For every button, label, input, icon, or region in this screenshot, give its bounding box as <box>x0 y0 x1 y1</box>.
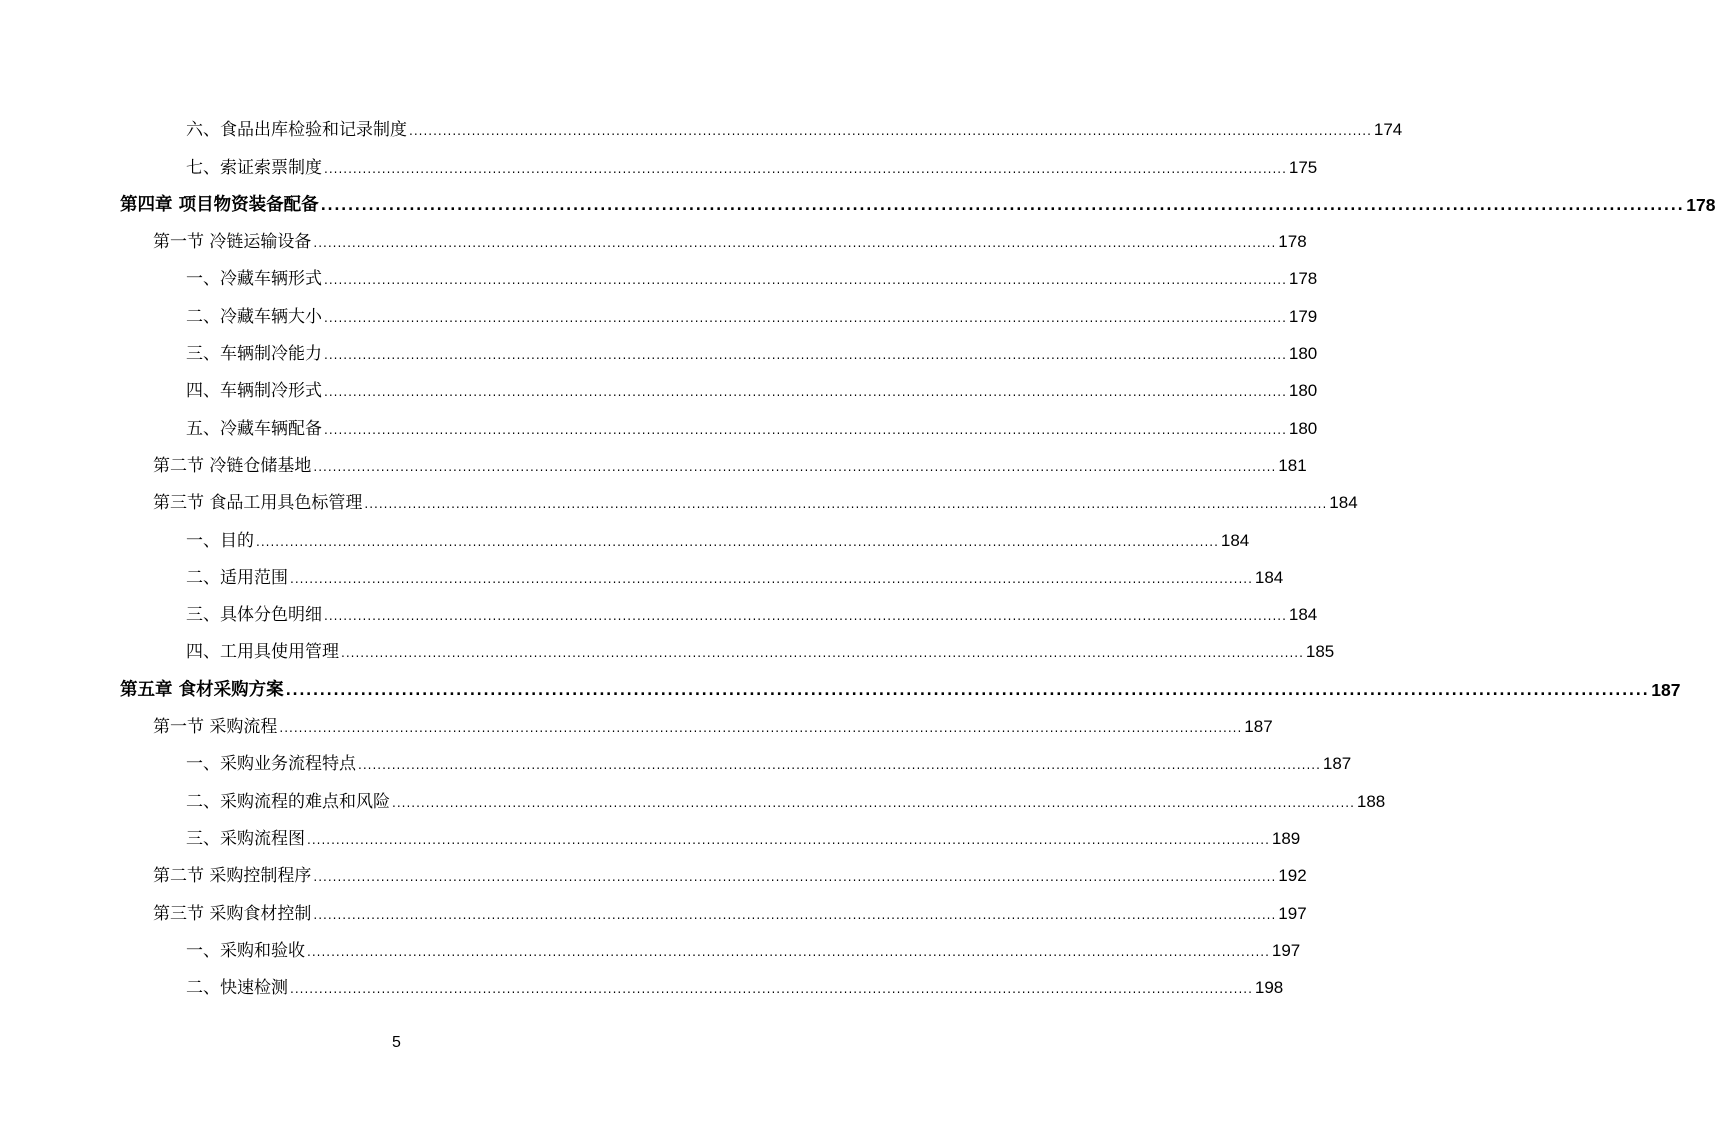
toc-dot-leader: ........................................................................................................................................................................................................ <box>313 236 1277 251</box>
toc-dot-leader: ........................................................................................................................................................................................................ <box>324 609 1287 624</box>
toc-entry-page: 187 <box>1244 717 1273 737</box>
toc-entry-page: 192 <box>1278 866 1307 886</box>
toc-entry-page: 197 <box>1271 940 1301 960</box>
toc-dot-leader: ........................................................................................................................................................................................................ <box>324 310 1287 325</box>
toc-entry-label: 一、冷藏车辆形式 <box>186 269 322 290</box>
toc-entry-page: 184 <box>1329 493 1358 513</box>
toc-entry-label: 二、冷藏车辆大小 <box>186 306 322 327</box>
toc-entry-page: 175 <box>1288 157 1318 177</box>
toc-entry-label: 四、工用具使用管理 <box>186 642 339 663</box>
toc-dot-leader: ........................................................................................................................................................................................................ <box>324 422 1287 437</box>
toc-entry-page: 178 <box>1278 232 1307 252</box>
toc-subsection-entry[interactable] <box>120 925 1301 962</box>
toc-entry-label: 二、快速检测 <box>186 978 288 999</box>
toc-entry-page: 179 <box>1288 306 1318 326</box>
toc-entry-page: 187 <box>1651 679 1681 700</box>
toc-dot-leader: ........................................................................................................................................................................................................ <box>409 124 1372 139</box>
toc-entry-label: 七、索证索票制度 <box>186 157 322 178</box>
toc-entry-page: 197 <box>1278 903 1307 923</box>
toc-dot-leader: ........................................................................................................................................................................................................ <box>392 795 1355 810</box>
toc-entry-page: 184 <box>1220 530 1250 550</box>
toc-entry-page: 187 <box>1322 754 1352 774</box>
toc-entry-page: 184 <box>1288 605 1318 625</box>
toc-subsection-entry[interactable] <box>120 626 1335 663</box>
page-number: 5 <box>392 1034 401 1051</box>
toc-chapter-entry[interactable] <box>120 663 1681 700</box>
toc-entry-label: 六、食品出库检验和记录制度 <box>186 120 407 141</box>
toc-chapter-entry[interactable] <box>120 179 1715 216</box>
toc-dot-leader: ........................................................................................................................................................................................................ <box>285 682 1650 699</box>
toc-dot-leader: ........................................................................................................................................................................................................ <box>256 534 1219 549</box>
toc-entry-page: 184 <box>1254 567 1284 587</box>
toc-subsection-entry[interactable] <box>120 104 1403 141</box>
toc-subsection-entry[interactable] <box>120 813 1301 850</box>
toc-dot-leader: ........................................................................................................................................................................................................ <box>307 832 1270 847</box>
toc-subsection-entry[interactable] <box>120 141 1318 178</box>
toc-section-entry[interactable] <box>120 477 1358 514</box>
toc-entry-page: 188 <box>1356 791 1386 811</box>
toc-entry-page: 180 <box>1288 344 1318 364</box>
toc-dot-leader: ........................................................................................................................................................................................................ <box>320 197 1685 214</box>
toc-dot-leader: ........................................................................................................................................................................................................ <box>290 571 1253 586</box>
toc-dot-leader: ........................................................................................................................................................................................................ <box>324 348 1287 363</box>
toc-entry-label: 第三节 食品工用具色标管理 <box>153 493 363 514</box>
toc-section-entry[interactable] <box>120 701 1273 738</box>
toc-dot-leader: ........................................................................................................................................................................................................ <box>313 870 1277 885</box>
toc-entry-label: 三、采购流程图 <box>186 828 305 849</box>
toc-entry-label: 第三节 采购食材控制 <box>153 903 312 924</box>
toc-entry-label: 五、冷藏车辆配备 <box>186 418 322 439</box>
toc-entry-page: 180 <box>1288 381 1318 401</box>
toc-entry-label: 第二节 冷链仓储基地 <box>153 455 312 476</box>
toc-entry-label: 第四章 项目物资装备配备 <box>120 194 319 215</box>
toc-subsection-entry[interactable] <box>120 253 1318 290</box>
toc-dot-leader: ........................................................................................................................................................................................................ <box>313 459 1277 474</box>
toc-entry-label: 三、具体分色明细 <box>186 605 322 626</box>
toc-entry-label: 三、车辆制冷能力 <box>186 344 322 365</box>
toc-dot-leader: ........................................................................................................................................................................................................ <box>307 944 1270 959</box>
toc-section-entry[interactable] <box>120 216 1307 253</box>
toc-subsection-entry[interactable] <box>120 328 1318 365</box>
toc-section-entry[interactable] <box>120 887 1307 924</box>
toc-subsection-entry[interactable] <box>120 514 1250 551</box>
toc-entry-label: 二、采购流程的难点和风险 <box>186 791 390 812</box>
toc-subsection-entry[interactable] <box>120 738 1352 775</box>
toc-entry-label: 二、适用范围 <box>186 567 288 588</box>
toc-dot-leader: ........................................................................................................................................................................................................ <box>313 907 1277 922</box>
toc-dot-leader: ........................................................................................................................................................................................................ <box>279 721 1243 736</box>
toc-entry-label: 第五章 食材采购方案 <box>120 679 284 700</box>
toc-dot-leader: ........................................................................................................................................................................................................ <box>364 497 1328 512</box>
toc-entry-label: 一、采购和验收 <box>186 940 305 961</box>
toc-subsection-entry[interactable] <box>120 365 1318 402</box>
toc-entry-label: 一、目的 <box>186 530 254 551</box>
toc-dot-leader: ........................................................................................................................................................................................................ <box>324 385 1287 400</box>
toc-entry-page: 185 <box>1305 642 1335 662</box>
toc-entry-page: 198 <box>1254 978 1284 998</box>
toc-dot-leader: ........................................................................................................................................................................................................ <box>324 161 1287 176</box>
toc-dot-leader: ........................................................................................................................................................................................................ <box>341 646 1304 661</box>
toc-entry-label: 第一节 采购流程 <box>153 717 278 738</box>
toc-entry-label: 四、车辆制冷形式 <box>186 381 322 402</box>
toc-dot-leader: ........................................................................................................................................................................................................ <box>324 273 1287 288</box>
toc-dot-leader: ........................................................................................................................................................................................................ <box>358 758 1321 773</box>
toc-entry-label: 第二节 采购控制程序 <box>153 866 312 887</box>
toc-entry-page: 180 <box>1288 418 1318 438</box>
toc-entry-label: 第一节 冷链运输设备 <box>153 232 312 253</box>
toc-entry-page: 181 <box>1278 455 1307 475</box>
toc-subsection-entry[interactable] <box>120 589 1318 626</box>
toc-entry-page: 178 <box>1686 194 1715 215</box>
toc-entry-page: 189 <box>1271 828 1301 848</box>
toc-entry-label: 一、采购业务流程特点 <box>186 754 356 775</box>
toc-section-entry[interactable] <box>120 850 1307 887</box>
toc-subsection-entry[interactable] <box>120 552 1284 589</box>
toc-subsection-entry[interactable] <box>120 402 1318 439</box>
toc-entry-page: 174 <box>1373 120 1403 140</box>
toc-subsection-entry[interactable] <box>120 962 1284 999</box>
table-of-contents <box>120 104 1715 999</box>
toc-dot-leader: ........................................................................................................................................................................................................ <box>290 982 1253 997</box>
toc-entry-page: 178 <box>1288 269 1318 289</box>
toc-subsection-entry[interactable] <box>120 290 1318 327</box>
toc-section-entry[interactable] <box>120 440 1307 477</box>
toc-subsection-entry[interactable] <box>120 775 1386 812</box>
